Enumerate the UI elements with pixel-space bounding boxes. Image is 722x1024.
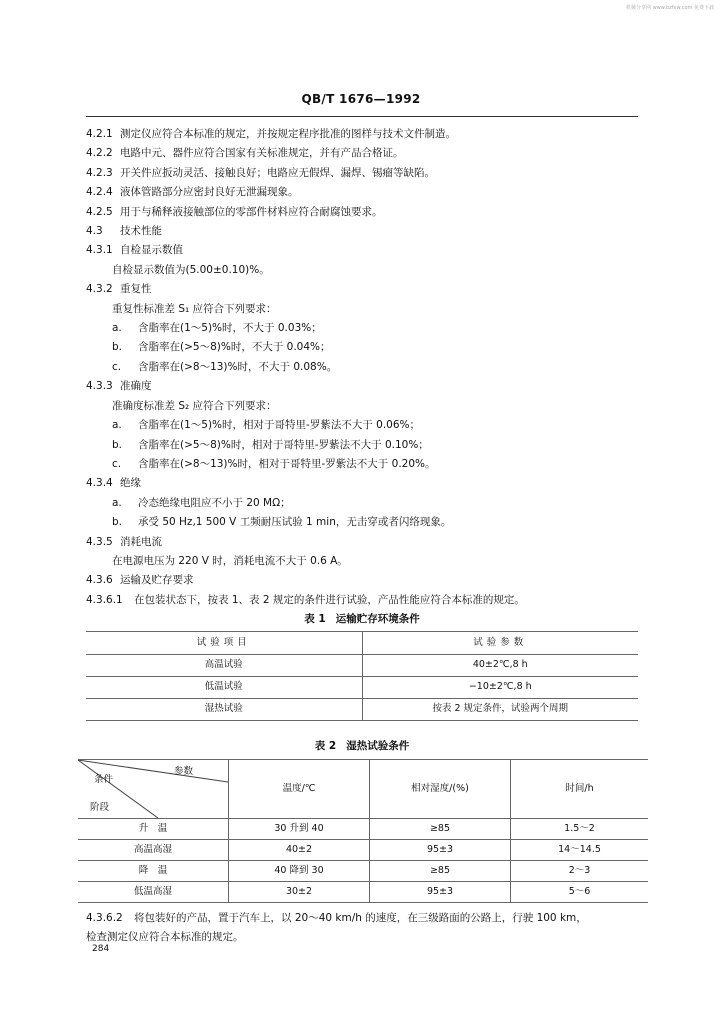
clause-line (86, 203, 638, 222)
item-label: b. (112, 516, 123, 529)
clause-number: 4.3.4 (86, 477, 113, 490)
clause-line (86, 571, 638, 590)
clause-text: 含脂率在(>5～8)%时，相对于哥特里-罗紫法不大于 0.10%； (138, 438, 429, 451)
table-cell: 40 降到 30 (229, 860, 370, 881)
clause-number: 4.2.2 (86, 147, 113, 160)
clause-line (86, 513, 638, 532)
page-number: 284 (92, 944, 110, 954)
clause-number: 4.2.1 (86, 128, 113, 140)
table-row (78, 818, 648, 839)
clauses (86, 125, 638, 610)
clause-line (86, 261, 638, 280)
clause-text: 自检显示数值 (120, 244, 183, 257)
clause-line (86, 358, 638, 377)
clause-text: 消耗电流 (120, 535, 162, 548)
table-row (86, 676, 638, 698)
corner-label-condition: 条件 (94, 773, 114, 785)
clause-text: 开关件应扳动灵活、接触良好；电路应无假焊、漏焊、锡瘤等缺陷。 (120, 166, 435, 179)
table2-header-row (78, 759, 648, 818)
table-cell: 低温高湿 (78, 881, 229, 902)
table-cell: 按表 2 规定条件，试验两个周期 (362, 698, 638, 720)
clause-line (86, 338, 638, 357)
clause-text: 自检显示数值为(5.00±0.10)%。 (112, 263, 270, 276)
corner-label-stage: 阶段 (90, 801, 110, 813)
clause-number: 4.2.5 (86, 205, 113, 218)
clause-text: 绝缘 (120, 477, 141, 490)
table-cell: ≥85 (370, 818, 511, 839)
clause-number: 4.3.6.2 (86, 911, 123, 924)
clause-line (86, 164, 638, 183)
clause-text: 将包装好的产品，置于汽车上，以 20～40 km/h 的速度，在三级路面的公路上，行驶 100 km， (134, 911, 587, 924)
item-label: b. (112, 438, 123, 451)
clause-line (86, 222, 638, 241)
clause-line (86, 319, 638, 338)
clause-text: 电路中元、器件应符合国家有关标准规定，并有产品合格证。 (120, 147, 404, 160)
table-row (78, 881, 648, 902)
clause-line (86, 377, 638, 396)
table-cell: 95±3 (370, 839, 511, 860)
clause-line (86, 416, 638, 435)
table-cell: 40±2 (229, 839, 370, 860)
clause-number: 4.3.2 (86, 283, 113, 296)
clause-line (86, 552, 638, 571)
clause-text: 用于与稀释液接触部位的零部件材料应符合耐腐蚀要求。 (120, 205, 383, 218)
clause-line (86, 533, 638, 552)
document-body (86, 125, 638, 948)
table-row (78, 860, 648, 881)
clause-text: 测定仪应符合本标准的规定，并按规定程序批准的图样与技术文件制造。 (120, 128, 456, 140)
table1-caption: 表 1 运输贮存环境条件 (304, 613, 420, 626)
clause-text: 含脂率在(>8～13)%时，相对于哥特里-罗紫法不大于 0.20%。 (138, 457, 436, 470)
clause-text: 含脂率在(>8～13)%时，不大于 0.08%。 (138, 360, 338, 373)
clause-text: 重复性标准差 S₁ 应符合下列要求： (112, 302, 277, 315)
table2-corner-cell (78, 759, 229, 818)
item-label: a. (112, 322, 122, 335)
table2-header-temp: 温度/℃ (229, 759, 370, 818)
table-cell: 14～14.5 (511, 839, 649, 860)
table-row (86, 654, 638, 676)
table-cell: 5～6 (511, 881, 649, 902)
clause-line (86, 474, 638, 493)
clause-text: 含脂率在(1～5)%时，不大于 0.03%； (138, 322, 322, 335)
watermark-note: 机械分享网 www.bzfxw.com 免费下载 (626, 5, 714, 11)
table-cell: ≥85 (370, 860, 511, 881)
table-row (86, 698, 638, 720)
clause-text: 液体管路部分应密封良好无泄漏现象。 (120, 186, 299, 199)
clause-line (86, 183, 638, 202)
table-cell: 30±2 (229, 881, 370, 902)
table1 (86, 631, 638, 721)
item-label: a. (112, 496, 122, 509)
item-label: b. (112, 341, 123, 354)
clause-text: 含脂率在(>5～8)%时，不大于 0.04%； (138, 341, 331, 354)
item-label: c. (112, 457, 122, 470)
table2-header-time: 时间/h (511, 759, 649, 818)
clause-line (86, 397, 638, 416)
clause-line (86, 591, 638, 610)
clause-text: 冷态绝缘电阻应不小于 20 MΩ； (138, 496, 291, 509)
clause-line (86, 455, 638, 474)
table-cell: 2～3 (511, 860, 649, 881)
clause-number: 4.3.3 (86, 380, 113, 393)
table-cell: 40±2℃,8 h (362, 654, 638, 676)
table-cell: 低温试验 (86, 676, 362, 698)
table1-header-item: 试验项目 (86, 631, 362, 654)
clause-text: 运输及贮存要求 (120, 574, 194, 587)
clause-text: 准确度 (120, 380, 152, 393)
table-cell: −10±2℃,8 h (362, 676, 638, 698)
table-cell: 30 升到 40 (229, 818, 370, 839)
item-label: c. (112, 360, 122, 373)
clause-number: 4.2.4 (86, 186, 113, 199)
table-cell: 降 温 (78, 860, 229, 881)
clause-line (86, 494, 638, 513)
standard-code-header: QB/T 1676—1992 (301, 92, 421, 106)
clause-line (86, 300, 638, 319)
clause-line (86, 125, 638, 144)
clause-continuation: 检查测定仪应符合本标准的规定。 (86, 931, 244, 944)
header-rule (86, 116, 638, 117)
clause-number: 4.3.5 (86, 535, 113, 548)
table-cell: 高温高湿 (78, 839, 229, 860)
clause-text: 在包装状态下，按表 1、表 2 规定的条件进行试验，产品性能应符合本标准的规定。 (134, 593, 525, 606)
table-cell: 湿热试验 (86, 698, 362, 720)
clause-text: 含脂率在(1～5)%时，相对于哥特里-罗紫法不大于 0.06%； (138, 419, 421, 432)
clause-number: 4.3.1 (86, 244, 113, 257)
clause-line (86, 280, 638, 299)
clause-number: 4.2.3 (86, 166, 113, 179)
table2-caption: 表 2 湿热试验条件 (314, 739, 410, 752)
corner-label-parameter: 参数 (174, 765, 194, 777)
table-cell: 升 温 (78, 818, 229, 839)
table-row (78, 839, 648, 860)
clause-line (86, 144, 638, 163)
table-cell: 高温试验 (86, 654, 362, 676)
clause-text: 承受 50 Hz,1 500 V 工频耐压试验 1 min，无击穿或者闪络现象。 (138, 516, 452, 529)
table1-header-param: 试验参数 (362, 631, 638, 654)
table1-header-row (86, 631, 638, 654)
clause-number: 4.3.6.1 (86, 593, 123, 606)
table2 (78, 759, 648, 903)
clause-4-3-6-2 (86, 909, 638, 928)
clause-line (86, 241, 638, 260)
clause-text: 重复性 (120, 283, 152, 296)
table-cell: 95±3 (370, 881, 511, 902)
table-cell: 1.5～2 (511, 818, 649, 839)
item-label: a. (112, 419, 122, 432)
clause-text: 准确度标准差 S₂ 应符合下列要求： (112, 399, 277, 412)
clause-text: 在电源电压为 220 V 时，消耗电流不大于 0.6 A。 (112, 554, 348, 567)
clause-text: 技术性能 (120, 225, 162, 238)
clause-number: 4.3 (86, 225, 103, 238)
table2-header-humidity: 相对湿度/(%) (370, 759, 511, 818)
clause-line (86, 436, 638, 455)
clause-number: 4.3.6 (86, 574, 113, 587)
